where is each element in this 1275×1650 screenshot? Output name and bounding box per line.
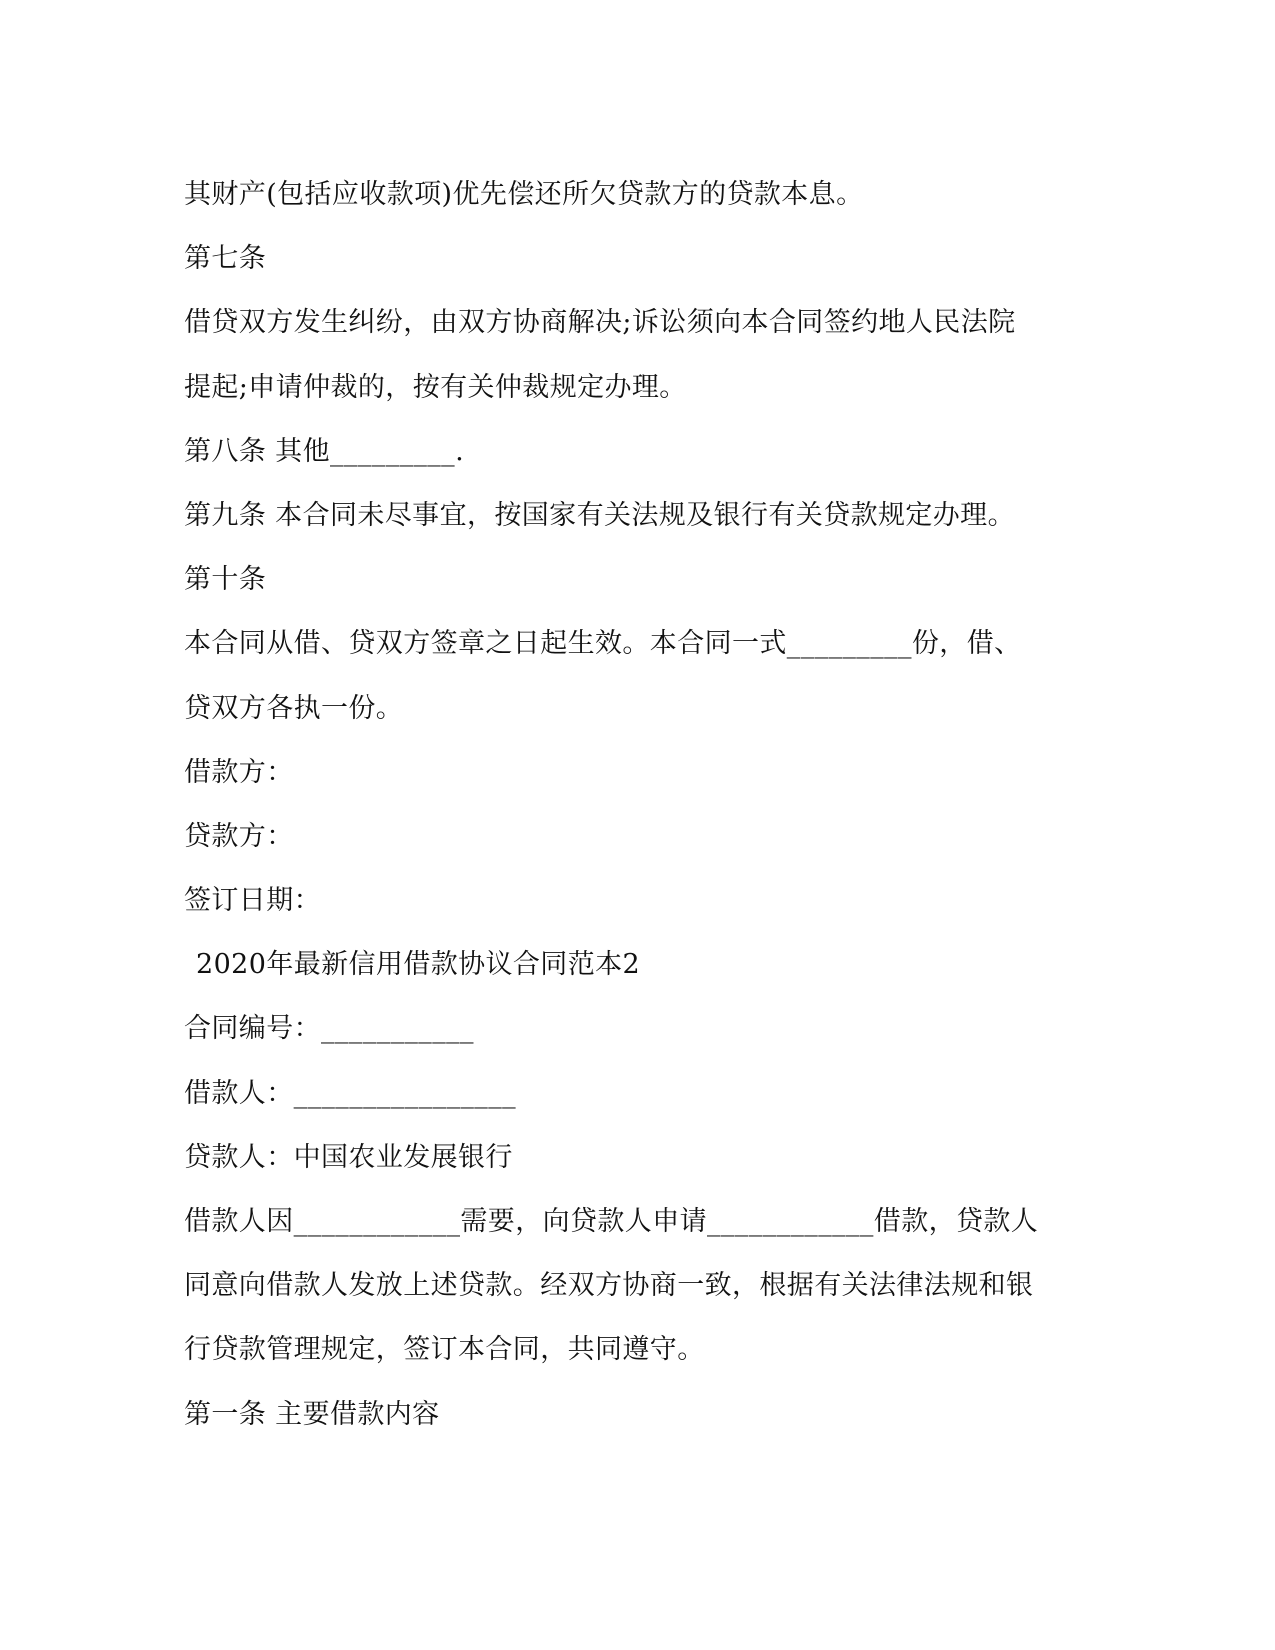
borrower-field: 借款人：________________: [184, 1077, 516, 1109]
signature-field-lender: 贷款方：: [184, 820, 294, 852]
article-heading: 第七条: [184, 243, 267, 275]
signature-field-borrower: 借款方：: [184, 756, 294, 788]
article-heading: 第八条 其他_________.: [184, 435, 465, 467]
article-heading: 第一条 主要借款内容: [184, 1398, 440, 1430]
article-heading: 第十条: [184, 564, 267, 596]
text-line: 同意向借款人发放上述贷款。经双方协商一致，根据有关法律法规和银: [184, 1270, 1034, 1302]
text-line: 本合同从借、贷双方签章之日起生效。本合同一式_________份，借、: [184, 628, 1022, 660]
document-body: [184, 163, 1104, 1447]
signing-date-field: 签订日期：: [184, 885, 321, 917]
contract-number-field: 合同编号：___________: [184, 1013, 474, 1045]
text-line: 借贷双方发生纠纷，由双方协商解决;诉讼须向本合同签约地人民法院: [184, 307, 1016, 339]
text-line: 借款人因____________需要，向贷款人申请____________借款，贷款人: [184, 1206, 1039, 1237]
article-heading: 第九条 本合同未尽事宜，按国家有关法规及银行有关贷款规定办理。: [184, 499, 1015, 531]
lender-field: 贷款人：中国农业发展银行: [184, 1141, 513, 1173]
section-title: 2020年最新信用借款协议合同范本2: [196, 949, 641, 981]
text-line: 贷双方各执一份。: [184, 692, 404, 724]
text-line: 提起;申请仲裁的，按有关仲裁规定办理。: [184, 371, 687, 403]
text-line: 行贷款管理规定，签订本合同，共同遵守。: [184, 1334, 705, 1366]
text-line: 其财产(包括应收款项)优先偿还所欠贷款方的贷款本息。: [184, 179, 864, 210]
